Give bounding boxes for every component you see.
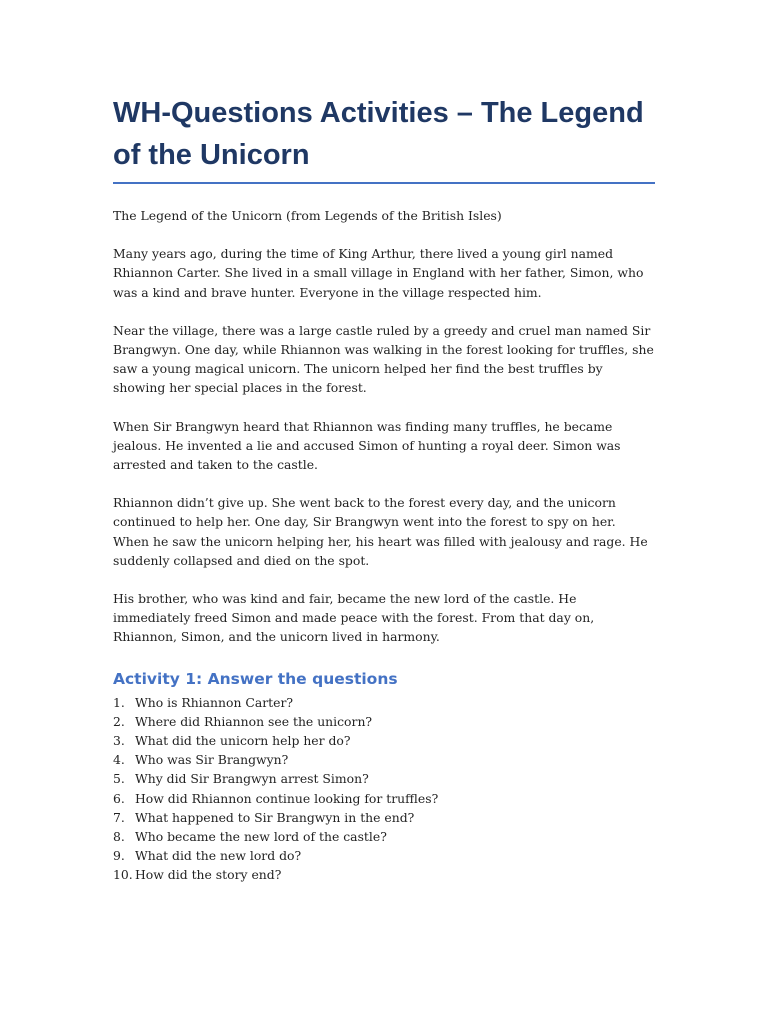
question-number: 10. [113,867,133,883]
question-text: Where did Rhiannon see the unicorn? [135,713,373,729]
list-item [113,789,655,808]
question-text: How did Rhiannon continue looking for truffles? [135,790,439,806]
question-text: What did the new lord do? [135,848,302,864]
document-title: WH-Questions Activities – The Legend of the Unicorn [113,92,655,184]
story-paragraph-4: Rhiannon didn’t give up. She went back to the forest every day, and the unicorn continued to help her. One day, Sir Brangwyn went into the forest to spy on her. When he saw the unicorn helping her, his heart was filled with jealousy and rage. He suddenly collapsed and died on the spot. [113,495,648,568]
question-number: 2. [113,713,125,729]
question-number: 7. [113,809,125,825]
question-number: 5. [113,771,125,787]
story-paragraph-3: When Sir Brangwyn heard that Rhiannon was finding many truffles, he became jealous. He invented a lie and accused Simon of hunting a royal deer. Simon was arrested and taken to the castle. [113,418,621,473]
story-paragraph-2: Near the village, there was a large castle ruled by a greedy and cruel man named Sir Brangwyn. One day, while Rhiannon was walking in the forest looking for truffles, she saw a young magical unicorn. The unicorn helped her find the best truffles by showing her special places in the forest. [113,322,654,396]
question-number: 8. [113,829,125,845]
list-item [113,750,655,769]
story-source-line: The Legend of the Unicorn (from Legends of the British Isles) [113,208,502,223]
question-text: How did the story end? [135,867,282,883]
list-item [113,865,655,884]
activity-heading: Activity 1: Answer the questions [113,669,398,688]
list-item [113,731,655,750]
question-text: Why did Sir Brangwyn arrest Simon? [135,771,369,787]
list-item [113,693,655,712]
list-item [113,769,655,788]
question-text: What happened to Sir Brangwyn in the end? [135,809,415,825]
list-item [113,808,655,827]
question-text: What did the unicorn help her do? [135,733,351,749]
list-item [113,827,655,846]
question-text: Who is Rhiannon Carter? [135,694,294,710]
question-number: 4. [113,752,125,768]
story-paragraph-5: His brother, who was kind and fair, became the new lord of the castle. He immediately freed Simon and made peace with the forest. From that day on, Rhiannon, Simon, and the unicorn lived in harmony. [113,591,595,645]
question-text: Who was Sir Brangwyn? [135,752,289,768]
question-list [113,693,655,885]
question-number: 1. [113,694,125,710]
story-paragraph-1: Many years ago, during the time of King Arthur, there lived a young girl named Rhiannon Carter. She lived in a small village in England with her father, Simon, who was a kind and brave hunter. Everyone in the village respected him. [113,246,644,300]
list-item [113,712,655,731]
question-number: 3. [113,733,125,749]
question-number: 9. [113,848,125,864]
list-item [113,846,655,865]
question-text: Who became the new lord of the castle? [135,829,387,845]
document-page [113,92,655,885]
question-number: 6. [113,790,125,806]
